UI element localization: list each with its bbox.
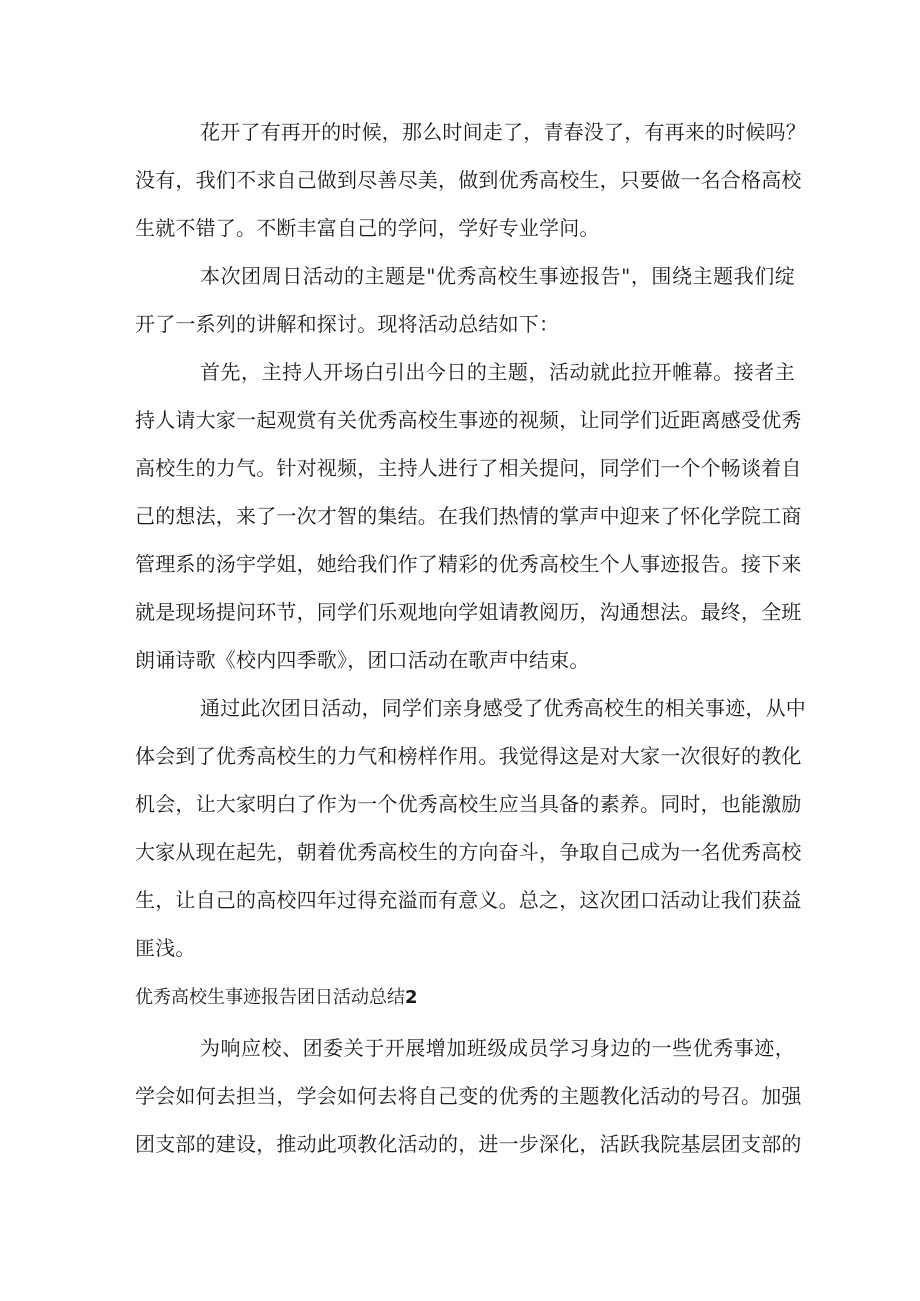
text-line: 朗诵诗歌《校内四季歌》，团口活动在歌声中结束。 <box>135 648 590 672</box>
text-line: 团支部的建设，推动此项教化活动的，进一步深化，活跃我院基层团支部的 <box>135 1132 802 1156</box>
text-line: 体会到了优秀高校生的力气和榜样作用。我觉得这是对大家一次很好的教化 <box>135 744 802 768</box>
paragraph-4 <box>135 684 806 972</box>
document-body <box>135 108 806 1168</box>
section-heading-text: 优秀高校生事迹报告团日活动总结 <box>135 987 405 1008</box>
paragraph-2 <box>135 252 795 348</box>
text-line: 花开了有再开的时候，那么时间走了，青春没了，有再来的时候吗？ <box>200 120 806 144</box>
text-line: 机会，让大家明白了作为一个优秀高校生应当具备的素养。同时，也能激励 <box>135 792 802 816</box>
paragraph-5 <box>135 1024 802 1168</box>
text-line: 管理系的汤宇学姐，她给我们作了精彩的优秀高校生个人事迹报告。接下来 <box>135 552 802 576</box>
paragraph-1 <box>135 108 806 252</box>
paragraph-3 <box>135 348 802 684</box>
section-heading <box>135 974 795 1022</box>
text-line: 生，让自己的高校四年过得充溢而有意义。总之，这次团口活动让我们获益 <box>135 888 802 912</box>
text-line: 为响应校、团委关于开展增加班级成员学习身边的一些优秀事迹， <box>200 1036 795 1060</box>
text-line: 持人请大家一起观赏有关优秀高校生事迹的视频，让同学们近距离感受优秀 <box>135 408 802 432</box>
text-line: 没有，我们不求自己做到尽善尽美，做到优秀高校生，只要做一名合格高校 <box>135 168 802 192</box>
text-line: 高校生的力气。针对视频，主持人进行了相关提问，同学们一个个畅谈着自 <box>135 456 802 480</box>
text-line: 生就不错了。不断丰富自己的学问，学好专业学问。 <box>135 216 600 240</box>
text-line: 己的想法，来了一次才智的集结。在我们热情的掌声中迎来了怀化学院工商 <box>135 504 802 528</box>
section-heading-number: 2 <box>405 987 418 1008</box>
text-line: 就是现场提问环节，同学们乐观地向学姐请教阅历，沟通想法。最终，全班 <box>135 600 802 624</box>
text-line: 大家从现在起先，朝着优秀高校生的方向奋斗，争取自己成为一名优秀高校 <box>135 840 802 864</box>
text-line: 匪浅。 <box>135 936 196 960</box>
text-line: 学会如何去担当，学会如何去将自己变的优秀的主题教化活动的号召。加强 <box>135 1084 802 1108</box>
text-line: 通过此次团日活动，同学们亲身感受了优秀高校生的相关事迹，从中 <box>200 696 806 720</box>
text-line: 开了一系列的讲解和探讨。现将活动总结如下： <box>135 312 560 336</box>
text-line: 首先，主持人开场白引出今日的主题，活动就此拉开帷幕。接者主 <box>200 360 795 384</box>
text-line: 本次团周日活动的主题是"优秀高校生事迹报告"，围绕主题我们绽 <box>200 264 795 288</box>
